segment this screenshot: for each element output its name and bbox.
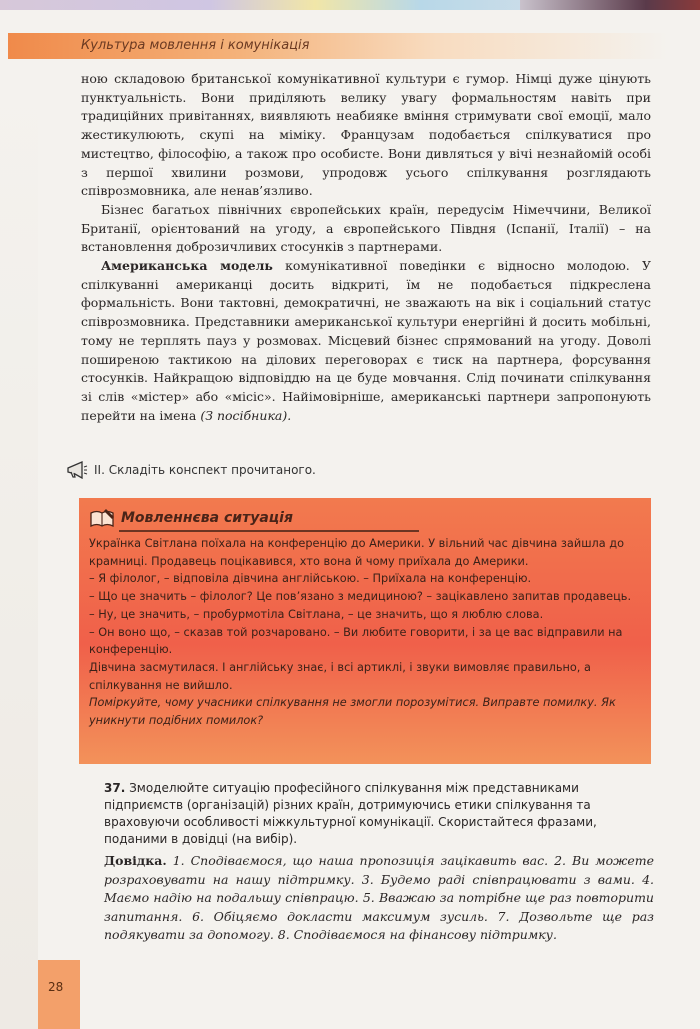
term-american-model: Американська модель <box>101 258 273 274</box>
speech-situation-box <box>79 498 651 764</box>
hint-label: Довідка. <box>104 853 167 868</box>
top-strip-dark <box>520 0 700 10</box>
exercise-instruction: Змоделюйте ситуацію професійного спілкування між представниками підприємств (організацій) різних країн, дотримуючись етики спілкування та враховуючи особливості міжкультурної комунікації. Скористайтеся фразами, поданими в довідці (на вибір). <box>104 781 597 846</box>
hint-block <box>104 852 654 945</box>
paragraph-2: Бізнес багатьох північних європейських країн, передусім Німеччини, Великої Британії, орієнтований на угоду, а європейського Півдня (Іспанії, Італії) – на встановлення доброзичливих стосунків з партнерами. <box>81 201 651 255</box>
paragraph-1: ною складовою британської комунікативної культури є гумор. Німці дуже цінують пунктуальність. Вони приділяють велику увагу формальностям навіть при традиційних привітаннях, виявляють неабияке вміння стримувати свої емоції, мало жестикулюють, скупі на міміку. Французам подобається спілкуватися про мистецтво, філософію, а також про особисте. Вони дивляться у вічі незнайомій особі з першої хвилини розмови, упродовж усього спілкування розглядають співрозмовника, але ненав’язливо. <box>81 71 651 199</box>
source-note: (З посібника). <box>200 407 292 423</box>
task-2 <box>66 459 316 481</box>
situation-title-rule <box>119 530 419 532</box>
situation-body <box>89 535 644 730</box>
situation-line: – Що це значить – філолог? Це пов’язано з медициною? – зацікавлено запитав продавець. <box>89 590 632 604</box>
exercise-number: 37. <box>104 781 126 795</box>
hint-phrases: 1. Сподіваємося, що наша пропозиція зацікавить вас. 2. Ви можете розраховувати на нашу підтримку. 3. Будемо раді співпрацювати з вами. 4. Маємо надію на подальшу співпрацю. 5. Вважаю за потрібне ще раз повторити запитання. 6. Обіцяємо докласти максимум зусиль. 7. Дозвольте ще раз подякувати за допомогу. 8. Сподіваємося на фінансову підтримку. <box>104 853 654 943</box>
situation-question: Поміркуйте, чому учасники спілкування не змогли порозумітися. Виправте помилку. Як уникнути подібних помилок? <box>89 696 616 728</box>
megaphone-icon <box>66 461 88 479</box>
situation-line: Українка Світлана поїхала на конференцію до Америки. У вільний час дівчина зайшла до крамниці. Продавець поцікавився, хто вона й чому приїхала до Америки. <box>89 537 624 568</box>
exercise-37-text <box>104 780 652 848</box>
left-margin <box>0 59 38 1029</box>
paragraph-3 <box>81 257 651 425</box>
task-2-text: ІІ. Складіть конспект прочитаного. <box>94 463 316 477</box>
page-number-tab <box>38 960 80 1029</box>
situation-line: – Я філолог, – відповіла дівчина англійською. – Приїхала на конференцію. <box>89 572 532 586</box>
situation-line: Дівчина засмутилася. І англійську знає, і всі артиклі, і звуки вимовляє правильно, а спілкування не вийшло. <box>89 660 591 692</box>
paragraph-3-text: комунікативної поведінки є відносно молодою. У спілкуванні американці досить відкриті, їм не подобається підкреслена формальність. Вони тактовні, демократичні, не зважають на вік і соціальний статус співрозмовника. Представники американської культури енергійні й досить мобільні, тому не терплять пауз у розмовах. Місцевий бізнес спрямований на угоду. Доволі поширеною тактикою на ділових переговорах є тиск на партнера, форсування стосунків. Найкращою відповіддю на це буде мовчання. Слід починати спілкування зі слів «містер» або «місіс». Найімовірніше, американські партнери запропонують перейти на імена <box>81 258 651 423</box>
situation-title: Мовленнєва ситуація <box>121 510 293 526</box>
exercise-37 <box>104 780 652 848</box>
running-header-title: Культура мовлення і комунікація <box>81 38 310 53</box>
main-text <box>81 70 651 425</box>
situation-line: – Ну, це значить, – пробурмотіла Світлана, – це значить, що я люблю слова. <box>89 607 544 621</box>
book-pen-icon <box>89 508 115 528</box>
situation-line: – Он воно що, – сказав той розчаровано. – Ви любите говорити, і за це вас відправили на конференцію. <box>89 625 623 657</box>
page-number: 28 <box>48 980 64 994</box>
top-color-strip <box>0 0 700 10</box>
situation-header <box>89 506 299 530</box>
